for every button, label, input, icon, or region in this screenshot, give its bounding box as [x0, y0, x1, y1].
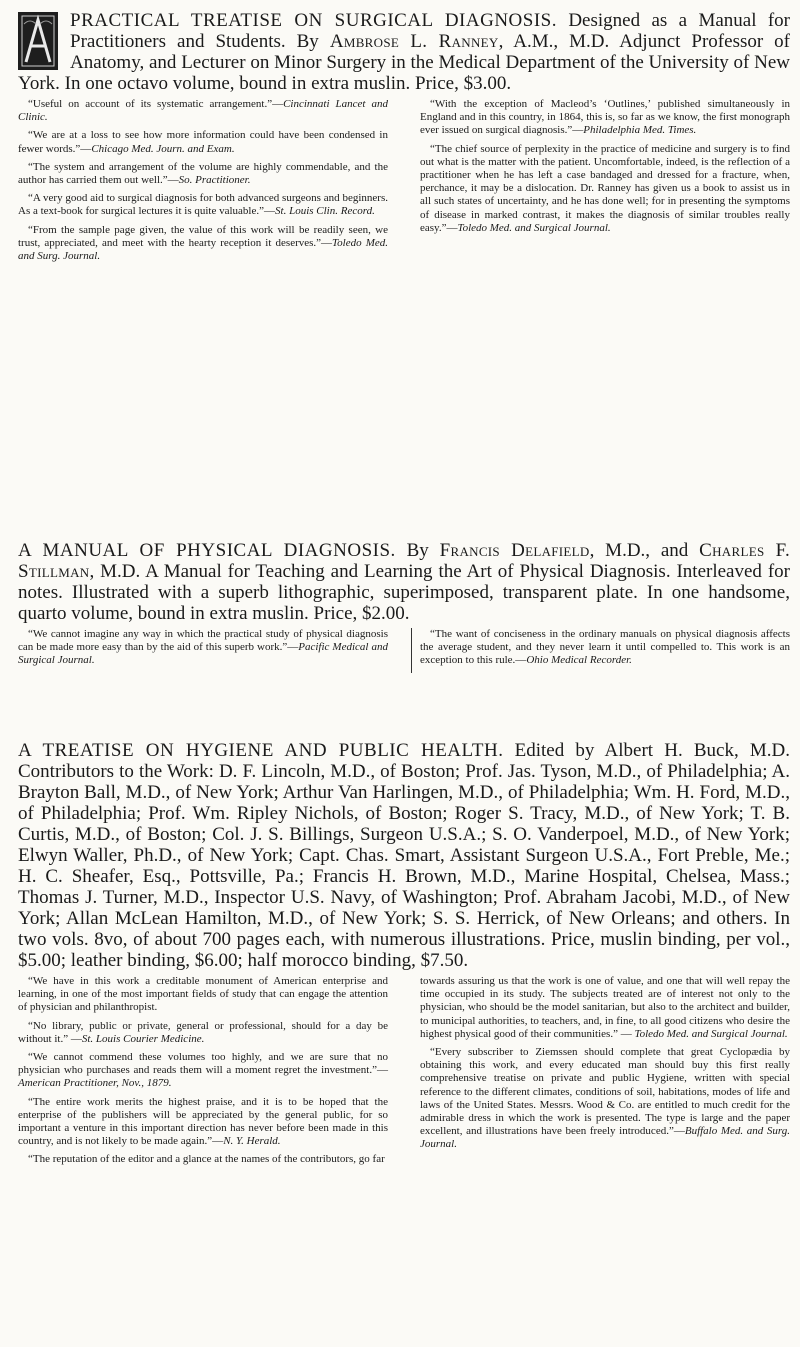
author-name: Francis Delafield — [439, 540, 590, 561]
review-quote: “We are at a loss to see how more information could have been condensed in fewer words.”—Chicago Med. Journ. and Exam. — [18, 129, 388, 155]
entry-physical-diagnosis — [18, 540, 790, 673]
reviews-right-column — [411, 628, 790, 673]
reviews — [18, 98, 790, 268]
review-quote: “Every subscriber to Ziemssen should complete that great Cyclopædia by obtaining this work, and every educated man should buy this first really comprehensive treatise on private and public Hygiene, written with special reference to the different climates, conditions of soil, habitations, modes of life and laws of the United States. Messrs. Wood & Co. are entitled to much credit for the admirable dress in which the work is presented. The type is large and the paper excellent, and illustrations have been freely introduced.”—Buffalo Med. and Surg. Journal. — [420, 1046, 791, 1151]
ornamental-initial-icon — [18, 12, 58, 70]
review-quote: “The reputation of the editor and a glance at the names of the contributors, go far — [28, 1153, 385, 1166]
entry-hygiene-public-health — [18, 740, 790, 1172]
author-name: Ambrose L. Ranney — [329, 31, 499, 52]
book-title: PRACTICAL TREATISE ON SURGICAL DIAGNOSIS. — [70, 10, 557, 31]
entry-heading: A MANUAL OF PHYSICAL DIAGNOSIS. By Francis Delafield, M.D., and Charles F. Stillman, M.D. A Manual for Teaching and Learning the Art of Physical Diagnosis. Interleaved for notes. Illustrated with a superb lithographic, superimposed, transparent plate. In one handsome, quarto volume, bound in extra muslin. Price, $2.00. — [18, 540, 790, 624]
reviews-right-column — [412, 975, 790, 1172]
review-quote: “The want of conciseness in the ordinary manuals on physical diagnosis affects the average student, and they never learn it until compelled to. This work is an exception to this rule.—Ohio Medical Recorder. — [420, 628, 790, 667]
reviews-right-column — [412, 98, 790, 268]
contributors-list: Edited by Albert H. Buck, M.D. Contributors to the Work: D. F. Lincoln, M.D., of Boston; Prof. Jas. Tyson, M.D., of Philadelphia; A. Brayton Ball, M.D., of New York; Arthur Van Harlingen, M.D., of Philadelphia; Wm. H. Ford, M.D., of Philadelphia; Prof. Wm. Ripley Nichols, of Boston; Roger S. Tracy, M.D., of New York; T. B. Curtis, M.D., of Boston; Col. J. S. Billings, Surgeon U.S.A.; S. O. Vanderpoel, M.D., of New York; Elwyn Waller, Ph.D., of New York; Capt. Chas. Smart, Assistant Surgeon U.S.A., Fort Preble, Me.; H. C. Sheafer, Esq., Pottsville, Pa.; Francis H. Brown, M.D., Marine Hospital, Chelsea, Mass.; Thomas J. Turner, M.D., Inspector U.S. Navy, of Washington; Prof. Abraham Jacobi, M.D., of New York; Allan McLean Hamilton, M.D., of New York; S. S. Herrick, of New Orleans; and others. In two vols. 8vo, of about 700 pages each, with numerous illustrations. Price, muslin binding, per vol., $5.00; leather binding, $6.00; half morocco binding, $7.50. — [18, 740, 790, 971]
review-quote: “We have in this work a creditable monument of American enterprise and learning, in one of the most important fields of study that can engage the attention of physician and philanthropist. — [18, 975, 388, 1014]
reviews-left-column — [18, 98, 388, 268]
reviews-left-column — [18, 628, 388, 673]
review-quote: “With the exception of Macleod’s ‘Outlines,’ published simultaneously in England and in this country, in 1864, this is, so far as we know, the first monograph ever issued on surgical diagnosis.”—Philadelphia Med. Times. — [420, 98, 790, 137]
reviews — [18, 628, 790, 673]
review-quote: “A very good aid to surgical diagnosis for both advanced surgeons and beginners. As a text-book for surgical lectures it is quite valuable.”—St. Louis Clin. Record. — [18, 192, 388, 218]
review-quote: “The chief source of perplexity in the practice of medicine and surgery is to find out what is the matter with the patient. Uncomfortable, indeed, is the reflection of a practitioner when he has left a case bandaged and dressed for a fracture, when, perchance, it may be a dislocation. Dr. Ranney has given us a book to assist us in all such states of uncertainty, and he has done well; for in presenting the symptoms of disease in marked contrast, it makes the diagnosis of similar troubles really easy.”—Toledo Med. and Surgical Journal. — [420, 142, 790, 234]
author-name: Charles F. Stillman — [18, 540, 790, 582]
review-quote: “Useful on account of its systematic arrangement.”—Cincinnati Lancet and Clinic. — [18, 98, 388, 124]
entry-heading — [18, 740, 790, 971]
review-quote: “The entire work merits the highest praise, and it is to be hoped that the enterprise of the publishers will be appreciated by the general public, for so important a venture in this important direction has never before been made in this country, and is not likely to be made again.”—N. Y. Herald. — [18, 1095, 388, 1148]
reviews — [18, 975, 790, 1172]
review-quote: “From the sample page given, the value of this work will be readily seen, we trust, appreciated, and meet with the hearty reception it deserves.”—Toledo Med. and Surg. Journal. — [18, 223, 389, 263]
entry-surgical-diagnosis — [18, 10, 790, 268]
review-quote: “The system and arrangement of the volume are highly commendable, and the author has carried them out well.”—So. Practitioner. — [18, 160, 388, 187]
entry-heading: PRACTICAL TREATISE ON SURGICAL DIAGNOSIS. Designed as a Manual for Practitioners and Students. By Ambrose L. Ranney, A.M., M.D. Adjunct Professor of Anatomy, and Lecturer on Minor Surgery in the Medical Department of the University of New York. In one octavo volume, bound in extra muslin. Price, $3.00. — [18, 10, 791, 94]
reviews-left-column — [18, 975, 388, 1172]
review-quote: towards assuring us that the work is one of value, and one that will well repay the time occupied in its study. The subjects treated are of interest not only to the physician, who should be the model sanitarian, but also to the architect and builder, to municipal authorities, to teachers, and, in fine, to all good citizens who desire the highest physical good of their communities.” — Toledo Med. and Surgical Journal. — [420, 975, 790, 1040]
review-quote: “No library, public or private, general or professional, should for a day be without it.” —St. Louis Courier Medicine. — [18, 1019, 388, 1045]
book-title: A MANUAL OF PHYSICAL DIAGNOSIS. — [18, 540, 396, 561]
review-quote: “We cannot imagine any way in which the practical study of physical diagnosis can be made more easy than by the aid of this superb work.”—Pacific Medical and Surgical Journal. — [18, 628, 388, 667]
review-quote: “We cannot commend these volumes too highly, and we are sure that no physician who purchases and reads them will a moment regret the investment.”—American Practitioner, Nov., 1879. — [18, 1051, 388, 1090]
book-title: A TREATISE ON HYGIENE AND PUBLIC HEALTH. — [18, 740, 504, 761]
